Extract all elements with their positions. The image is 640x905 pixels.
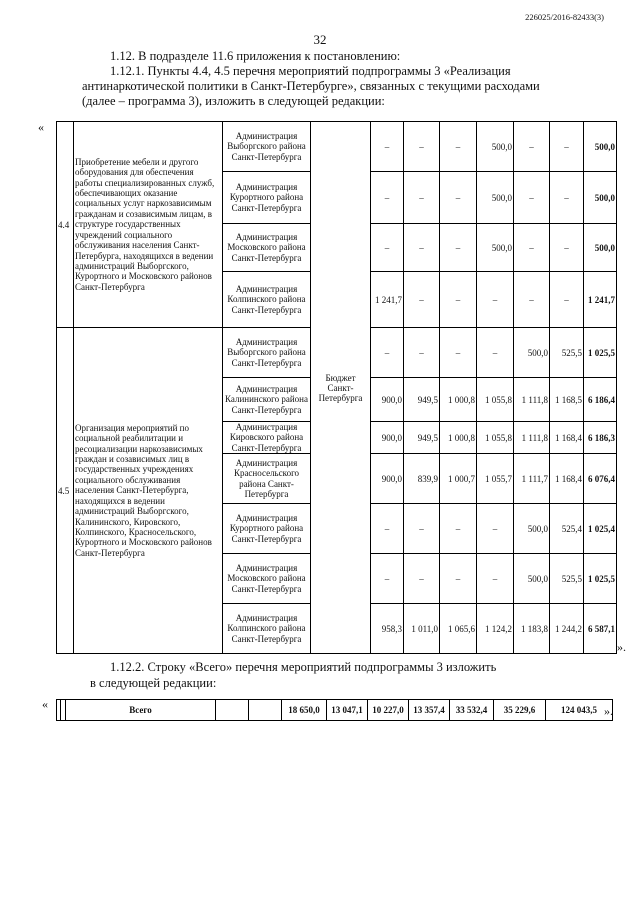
year-value: – — [404, 122, 440, 172]
paragraph-1-12-2-line2: в следующей редакции: — [90, 676, 217, 690]
year-value: 1 055,8 — [477, 378, 514, 422]
year-value: – — [440, 554, 477, 604]
document-id: 226025/2016-82433(3) — [525, 12, 604, 22]
year-value: – — [477, 554, 514, 604]
year-value: 500,0 — [477, 172, 514, 224]
item-number: 4.5 — [57, 328, 74, 654]
year-value: 900,0 — [371, 422, 404, 454]
year-value: 839,9 — [404, 454, 440, 504]
row-total: 1 025,5 — [584, 328, 617, 378]
open-quote: « — [38, 120, 44, 134]
year-value: 1 055,7 — [477, 454, 514, 504]
year-value: – — [440, 172, 477, 224]
year-value: – — [371, 504, 404, 554]
administration-cell: Администрация Курортного района Санкт-Петербурга — [223, 504, 311, 554]
row-total: 500,0 — [584, 122, 617, 172]
year-value: 1 111,8 — [514, 422, 550, 454]
year-value: 525,4 — [550, 504, 584, 554]
administration-cell: Администрация Выборгского района Санкт-Петербурга — [223, 328, 311, 378]
year-value: – — [440, 122, 477, 172]
total-value: 13 357,4 — [409, 700, 450, 721]
total-value: 10 227,0 — [368, 700, 409, 721]
year-value: 525,5 — [550, 554, 584, 604]
year-value: – — [440, 328, 477, 378]
row-total: 6 186,3 — [584, 422, 617, 454]
year-value: 525,5 — [550, 328, 584, 378]
year-value: – — [404, 224, 440, 272]
total-value: 33 532,4 — [450, 700, 494, 721]
measures-table — [56, 121, 617, 654]
year-value: 1 065,6 — [440, 604, 477, 654]
administration-cell: Администрация Московского района Санкт-Петербурга — [223, 224, 311, 272]
close-quote-total: ». — [604, 704, 613, 718]
year-value: 949,5 — [404, 378, 440, 422]
total-value: 124 043,5 — [546, 700, 613, 721]
year-value: 1 011,0 — [404, 604, 440, 654]
year-value: – — [440, 224, 477, 272]
year-value: – — [404, 554, 440, 604]
administration-cell: Администрация Кировского района Санкт-Петербурга — [223, 422, 311, 454]
year-value: – — [514, 122, 550, 172]
year-value: – — [404, 272, 440, 328]
year-value: – — [404, 504, 440, 554]
total-value: 35 229,6 — [494, 700, 546, 721]
year-value: – — [440, 504, 477, 554]
year-value: – — [514, 172, 550, 224]
year-value: 1 168,4 — [550, 422, 584, 454]
paragraph-1-12-1-line2: антинаркотической политики в Санкт-Петербурге», связанных с текущими расходами — [82, 79, 540, 93]
year-value: – — [371, 554, 404, 604]
year-value: 500,0 — [477, 224, 514, 272]
administration-cell: Администрация Колпинского района Санкт-Петербурга — [223, 604, 311, 654]
administration-cell: Администрация Калининского района Санкт-Петербурга — [223, 378, 311, 422]
close-quote: ». — [617, 640, 626, 654]
year-value: – — [550, 122, 584, 172]
year-value: – — [371, 328, 404, 378]
year-value: – — [514, 272, 550, 328]
row-total: 500,0 — [584, 172, 617, 224]
administration-cell: Администрация Выборгского района Санкт-Петербурга — [223, 122, 311, 172]
year-value: 1 183,8 — [514, 604, 550, 654]
total-row-table — [56, 699, 613, 721]
administration-cell: Администрация Московского района Санкт-Петербурга — [223, 554, 311, 604]
year-value: 1 244,2 — [550, 604, 584, 654]
year-value: 1 111,7 — [514, 454, 550, 504]
funding-source: Бюджет Санкт-Петербурга — [311, 122, 371, 654]
row-total: 6 186,4 — [584, 378, 617, 422]
year-value: 500,0 — [514, 328, 550, 378]
year-value: 1 111,8 — [514, 378, 550, 422]
year-value: – — [404, 172, 440, 224]
table-row — [57, 122, 617, 172]
year-value: – — [477, 272, 514, 328]
row-total: 6 587,1 — [584, 604, 617, 654]
year-value: 500,0 — [477, 122, 514, 172]
year-value: – — [514, 224, 550, 272]
page-number: 32 — [313, 32, 327, 47]
row-total: 1 025,5 — [584, 554, 617, 604]
year-value: 1 124,2 — [477, 604, 514, 654]
total-value: 18 650,0 — [282, 700, 327, 721]
year-value: – — [404, 328, 440, 378]
row-total: 1 241,7 — [584, 272, 617, 328]
item-number: 4.4 — [57, 122, 74, 328]
year-value: – — [371, 224, 404, 272]
year-value: – — [371, 122, 404, 172]
row-total: 1 025,4 — [584, 504, 617, 554]
year-value: – — [440, 272, 477, 328]
year-value: 1 000,8 — [440, 422, 477, 454]
year-value: 1 168,5 — [550, 378, 584, 422]
year-value: – — [477, 328, 514, 378]
year-value: 1 055,8 — [477, 422, 514, 454]
open-quote-total: « — [42, 697, 48, 711]
year-value: 1 168,4 — [550, 454, 584, 504]
year-value: 900,0 — [371, 378, 404, 422]
row-total: 6 076,4 — [584, 454, 617, 504]
year-value: 900,0 — [371, 454, 404, 504]
year-value: 500,0 — [514, 504, 550, 554]
year-value: 500,0 — [514, 554, 550, 604]
year-value: – — [550, 224, 584, 272]
paragraph-1-12: 1.12. В подразделе 11.6 приложения к постановлению: — [110, 49, 401, 63]
administration-cell: Администрация Колпинского района Санкт-Петербурга — [223, 272, 311, 328]
year-value: 949,5 — [404, 422, 440, 454]
year-value: – — [550, 172, 584, 224]
item-description: Приобретение мебели и другого оборудования для обеспечения работы специализированных служб, обеспечивающих оказание социальных услуг наркозависимым гражданам и созависимым лицам, в структуре государственных учреждений социального обслуживания населения Санкт-Петербурга, находящихся в ведении администраций Выборгского, Курортного и Московского районов Санкт-Петербурга — [74, 122, 223, 328]
administration-cell: Администрация Красносельского района Санкт-Петербурга — [223, 454, 311, 504]
year-value: 1 000,7 — [440, 454, 477, 504]
year-value: – — [477, 504, 514, 554]
paragraph-1-12-1-line3: (далее – программа 3), изложить в следующей редакции: — [82, 94, 385, 108]
administration-cell: Администрация Курортного района Санкт-Петербурга — [223, 172, 311, 224]
year-value: 1 000,8 — [440, 378, 477, 422]
total-cell-empty — [216, 700, 249, 721]
total-label: Всего — [66, 700, 216, 721]
paragraph-1-12-2-line1: 1.12.2. Строку «Всего» перечня мероприятий подпрограммы 3 изложить — [110, 660, 497, 674]
total-cell-empty — [249, 700, 282, 721]
item-description: Организация мероприятий по социальной реабилитации и ресоциализации наркозависимых граждан и созависимых лиц в государственных учреждениях социального обслуживания населения Санкт-Петербурга, находящихся в ведении администраций Выборгского, Калининского, Кировского, Колпинского, Красносельского, Курортного и Московского районов Санкт-Петербурга — [74, 328, 223, 654]
year-value: 1 241,7 — [371, 272, 404, 328]
total-value: 13 047,1 — [327, 700, 368, 721]
year-value: 958,3 — [371, 604, 404, 654]
row-total: 500,0 — [584, 224, 617, 272]
paragraph-1-12-1-line1: 1.12.1. Пункты 4.4, 4.5 перечня мероприятий подпрограммы 3 «Реализация — [110, 64, 511, 78]
year-value: – — [550, 272, 584, 328]
year-value: – — [371, 172, 404, 224]
